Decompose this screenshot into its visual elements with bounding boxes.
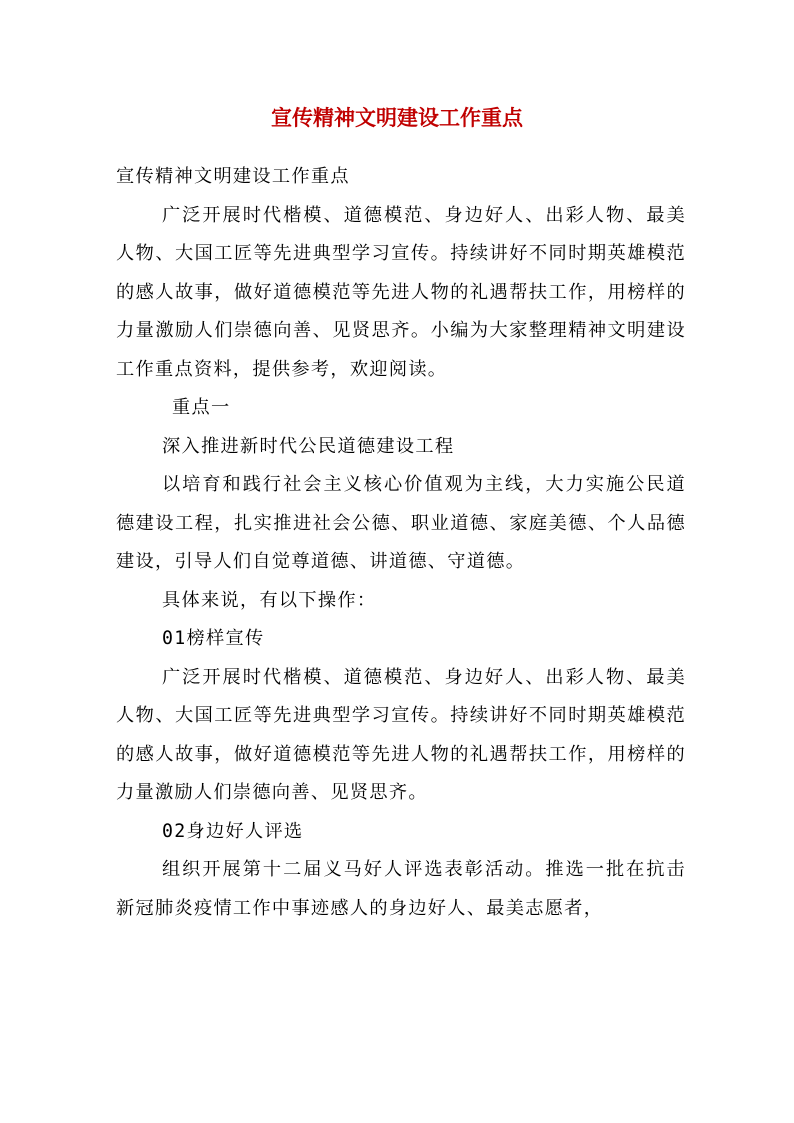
item-heading: 01榜样宣传: [162, 628, 265, 649]
item-heading: 02身边好人评选: [162, 820, 304, 842]
body-paragraph: 以培育和践行社会主义核心价值观为主线，大力实施公民道德建设工程，扎实推进社会公德、职业道德、家庭美德、个人品德建设，引导人们自觉尊道德、讲道德、守道德。: [116, 474, 686, 572]
body-paragraph: 广泛开展时代楷模、道德模范、身边好人、出彩人物、最美人物、大国工匠等先进典型学习宣传。持续讲好不同时期英雄模范的感人故事，做好道德模范等先进人物的礼遇帮扶工作，用榜样的力量激励人们崇德向善、见贤思齐。: [116, 666, 686, 803]
intro-paragraph: 广泛开展时代楷模、道德模范、身边好人、出彩人物、最美人物、大国工匠等先进典型学习宣传。持续讲好不同时期英雄模范的感人故事，做好道德模范等先进人物的礼遇帮扶工作，用榜样的力量激励人们崇德向善、见贤思齐。小编为大家整理精神文明建设工作重点资料，提供参考，欢迎阅读。: [116, 204, 686, 380]
body-paragraph: 具体来说，有以下操作：: [162, 589, 377, 611]
subtitle-line: 宣传精神文明建设工作重点: [116, 166, 350, 187]
document-title: 宣传精神文明建设工作重点: [271, 105, 523, 130]
section-heading: 重点一: [172, 397, 231, 418]
body-paragraph: 组织开展第十二届义马好人评选表彰活动。推选一批在抗击新冠肺炎疫情工作中事迹感人的身边好人、最美志愿者，: [116, 859, 686, 919]
section-subheading: 深入推进新时代公民道德建设工程: [162, 435, 455, 457]
document-body: [116, 158, 686, 928]
